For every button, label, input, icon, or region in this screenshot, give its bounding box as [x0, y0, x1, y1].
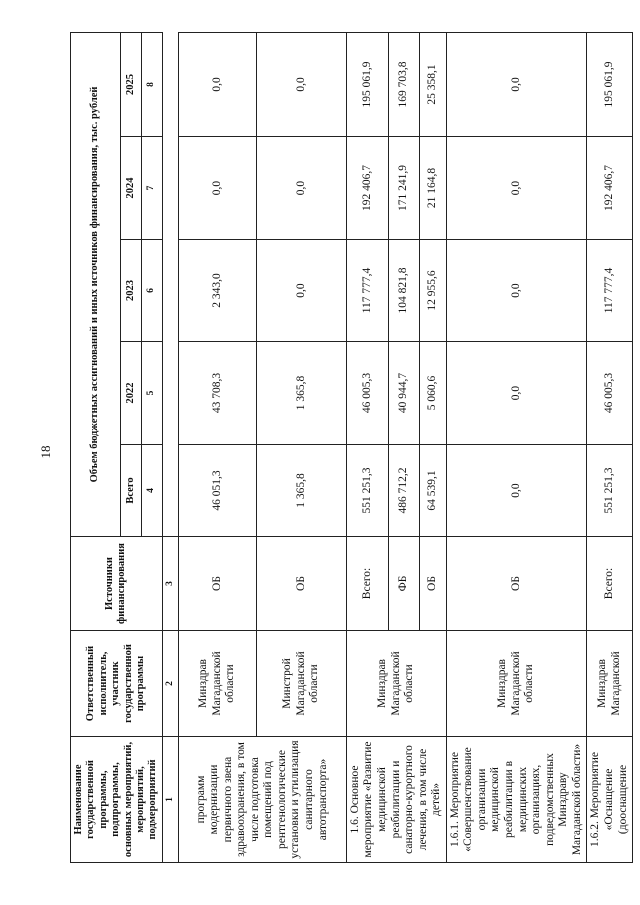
table-row [587, 32, 633, 862]
cell-2022: 0,0 [446, 342, 587, 445]
cell-2023: 12 955,6 [420, 240, 446, 342]
row-source: ОБ [446, 537, 587, 631]
cell-total: 551 251,3 [587, 445, 633, 537]
cell-2024: 192 406,7 [346, 137, 388, 240]
cell-2024: 171 241,9 [388, 137, 420, 240]
cell-2023: 117 777,4 [346, 240, 388, 342]
cell-2024: 0,0 [446, 137, 587, 240]
page-number: 18 [38, 445, 53, 459]
cell-total: 46 051,3 [178, 445, 256, 537]
cell-2024: 21 164,8 [420, 137, 446, 240]
cell-2022: 46 005,3 [346, 342, 388, 445]
row-name: 1.6.2. Мероприятие «Оснащение (дооснащение [587, 737, 633, 863]
cell-2025: 195 061,9 [346, 32, 388, 136]
row-source: ФБ [388, 537, 420, 631]
header-row-col-numbers [162, 32, 178, 862]
cell-total: 64 539,1 [420, 445, 446, 537]
row-executor: Минздрав Магаданской [587, 631, 633, 737]
header-volume: Объем бюджетных ассигнований и иных источников финансирования, тыс. рублей [71, 32, 121, 536]
col-number-6: 6 [142, 240, 162, 342]
row-name: 1.6. Основное мероприятие «Развитие медицинской реабилитации и санаторно-курортного лечения, в том числе детей» [346, 737, 446, 863]
rotated-table-container [70, 33, 629, 863]
cell-2025: 0,0 [256, 32, 346, 136]
cell-2025: 0,0 [178, 32, 256, 136]
col-number-8: 8 [142, 32, 162, 136]
cell-total: 486 712,2 [388, 445, 420, 537]
col-number-4: 4 [142, 445, 162, 537]
table-row [178, 32, 256, 862]
cell-2025: 25 358,1 [420, 32, 446, 136]
row-executor: Минздрав Магаданской области [446, 631, 587, 737]
cell-2024: 192 406,7 [587, 137, 633, 240]
col-number-5: 5 [142, 342, 162, 445]
col-number-1: 1 [162, 737, 178, 863]
cell-2022: 46 005,3 [587, 342, 633, 445]
header-name: Наименование государственной программы, подпрограммы, основных мероприятий, мероприятий, подмероприятий [71, 737, 163, 863]
cell-2022: 40 944,7 [388, 342, 420, 445]
col-number-3: 3 [162, 537, 178, 631]
row-source: ОБ [256, 537, 346, 631]
header-row-1 [71, 32, 121, 862]
row-executor: Минстрой Магаданской области [256, 631, 346, 737]
row-source: Всего: [587, 537, 633, 631]
cell-2022: 1 365,8 [256, 342, 346, 445]
cell-total: 551 251,3 [346, 445, 388, 537]
row-source: ОБ [420, 537, 446, 631]
row-name: программ модернизации первичного звена здравоохранения, в том числе подготовка помещений под рентгенологические установки и утилизация санитарного автотранспорта» [178, 737, 346, 863]
cell-2025: 195 061,9 [587, 32, 633, 136]
col-number-2: 2 [162, 631, 178, 737]
header-executor: Ответственный исполнитель, участник государственной программы [71, 631, 163, 737]
cell-2025: 169 703,8 [388, 32, 420, 136]
row-executor: Минздрав Магаданской области [178, 631, 256, 737]
header-sources: Источники финансирования [71, 537, 163, 631]
header-year-2023: 2023 [120, 240, 142, 342]
row-source: Всего: [346, 537, 388, 631]
header-year-2025: 2025 [120, 32, 142, 136]
row-name: 1.6.1. Мероприятие «Совершенствование организации медицинской реабилитации в медицинских организациях, подведомственных Минздраву Магаданской области» [446, 737, 587, 863]
row-executor: Минздрав Магаданской области [346, 631, 446, 737]
financing-table [70, 32, 633, 863]
table-row [346, 32, 388, 862]
cell-2023: 104 821,8 [388, 240, 420, 342]
header-year-2024: 2024 [120, 137, 142, 240]
cell-2024: 0,0 [178, 137, 256, 240]
cell-2022: 5 060,6 [420, 342, 446, 445]
cell-2023: 0,0 [256, 240, 346, 342]
cell-2024: 0,0 [256, 137, 346, 240]
header-year-total: Всего [120, 445, 142, 537]
cell-total: 1 365,8 [256, 445, 346, 537]
header-year-2022: 2022 [120, 342, 142, 445]
cell-2023: 0,0 [446, 240, 587, 342]
cell-2023: 2 343,0 [178, 240, 256, 342]
col-number-7: 7 [142, 137, 162, 240]
cell-2025: 0,0 [446, 32, 587, 136]
cell-total: 0,0 [446, 445, 587, 537]
table-row [446, 32, 587, 862]
cell-2022: 43 708,3 [178, 342, 256, 445]
cell-2023: 117 777,4 [587, 240, 633, 342]
row-source: ОБ [178, 537, 256, 631]
